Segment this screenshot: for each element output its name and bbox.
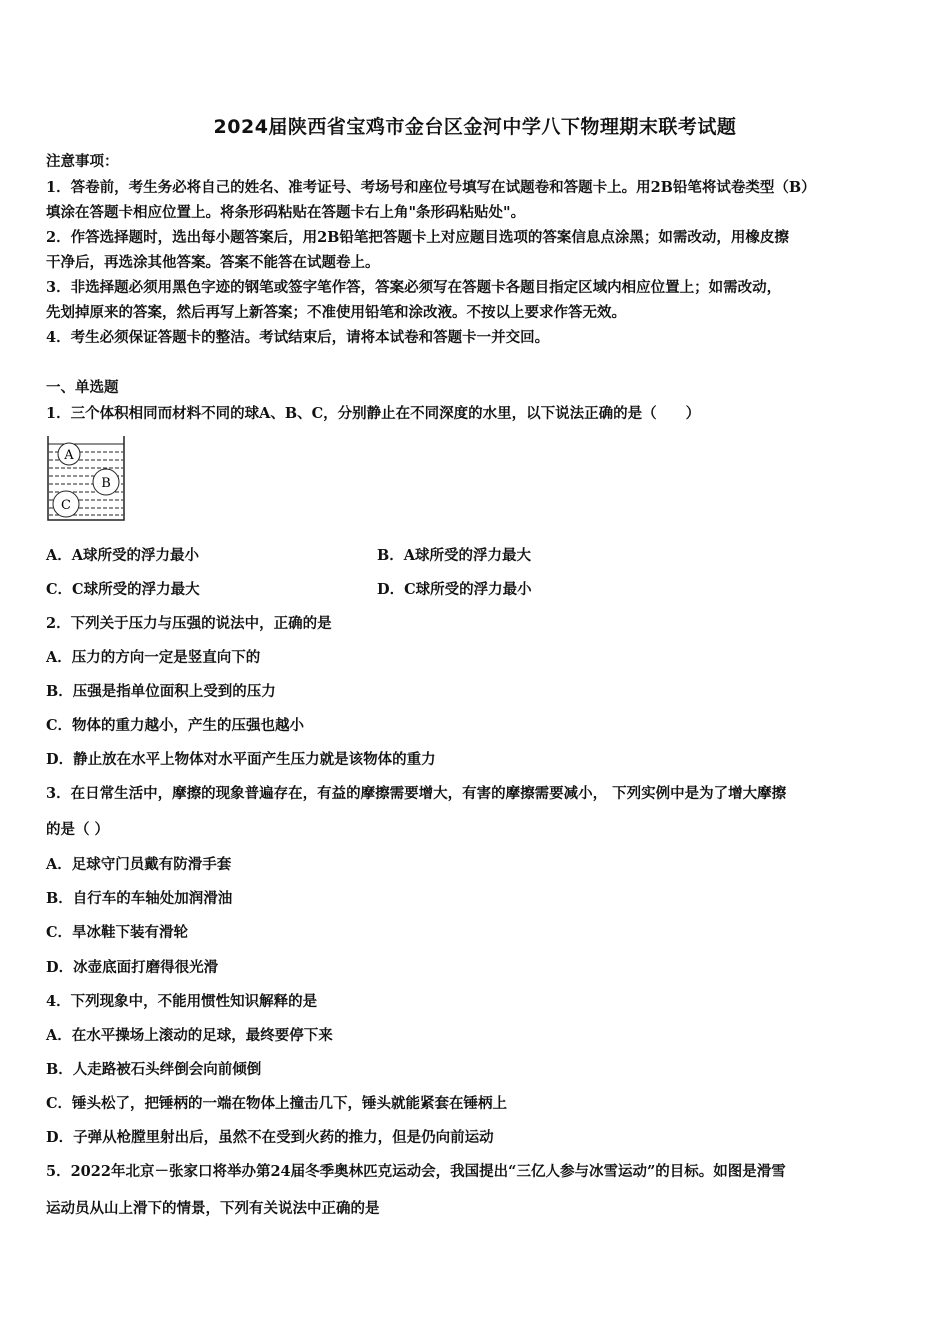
question-3-stem-cont: 的是（ ） [46, 821, 110, 838]
q4-option-b: B．人走路被石头绊倒会向前倾倒 [46, 1061, 262, 1078]
ball-label: B [101, 476, 111, 491]
q2-option-a: A．压力的方向一定是竖直向下的 [46, 649, 261, 666]
q1-option-a: A．A球所受的浮力最小 [46, 547, 199, 564]
q3-option-d: D．冰壶底面打磨得很光滑 [46, 959, 219, 976]
ball-label: A [64, 448, 74, 463]
q4-option-a: A．在水平操场上滚动的足球，最终要停下来 [46, 1027, 333, 1044]
q2-option-d: D．静止放在水平上物体对水平面产生压力就是该物体的重力 [46, 751, 436, 768]
q3-option-b: B．自行车的车轴处加润滑油 [46, 890, 233, 907]
section-heading: 一、单选题 [46, 379, 119, 396]
q4-option-d: D．子弹从枪膛里射出后，虽然不在受到火药的推力，但是仍向前运动 [46, 1129, 494, 1146]
q3-option-a: A．足球守门员戴有防滑手套 [46, 856, 232, 873]
notice-line: 干净后，再选涂其他答案。答案不能答在试题卷上。 [46, 254, 380, 271]
notice-line: 4．考生必须保证答题卡的整洁。考试结束后，请将本试卷和答题卡一并交回。 [46, 329, 550, 346]
question-4-stem: 4．下列现象中，不能用惯性知识解释的是 [46, 993, 318, 1010]
ball-c [53, 491, 79, 517]
question-2-stem: 2．下列关于压力与压强的说法中，正确的是 [46, 615, 332, 632]
notice-line: 1．答卷前，考生务必将自己的姓名、准考证号、考场号和座位号填写在试题卷和答题卡上。用2B铅笔将试卷类型（B） [46, 179, 816, 196]
q3-option-c: C．旱冰鞋下装有滑轮 [46, 924, 189, 941]
notice-line: 3．非选择题必须用黑色字迹的钢笔或签字笔作答，答案必须写在答题卡各题目指定区域内相应位置上；如需改动， [46, 279, 782, 296]
question-3-stem: 3．在日常生活中，摩擦的现象普遍存在，有益的摩擦需要增大，有害的摩擦需要减小， 下列实例中是为了增大摩擦 [46, 785, 787, 802]
ball-a [58, 443, 80, 465]
notice-line: 先划掉原来的答案，然后再写上新答案；不准使用铅笔和涂改液。不按以上要求作答无效。 [46, 304, 626, 321]
q1-option-d: D．C球所受的浮力最小 [377, 581, 532, 598]
q2-option-c: C．物体的重力越小，产生的压强也越小 [46, 717, 305, 734]
notice-line: 填涂在答题卡相应位置上。将条形码粘贴在答题卡右上角"条形码粘贴处"。 [46, 204, 526, 221]
question-5-stem: 5．2022年北京－张家口将举办第24届冬季奥林匹克运动会，我国提出“三亿人参与冰雪运动”的目标。如图是滑雪 [46, 1163, 786, 1180]
question-5-stem-cont: 运动员从山上滑下的情景，下列有关说法中正确的是 [46, 1200, 380, 1217]
q2-option-b: B．压强是指单位面积上受到的压力 [46, 683, 276, 700]
notice-heading: 注意事项： [46, 153, 119, 170]
exam-title: 2024届陕西省宝鸡市金台区金河中学八下物理期末联考试题 [213, 116, 737, 138]
question-1-stem: 1．三个体积相同而材料不同的球A、B、C，分别静止在不同深度的水里，以下说法正确的是（ ） [46, 405, 701, 422]
notice-line: 2．作答选择题时，选出每小题答案后，用2B铅笔把答题卡上对应题目选项的答案信息点涂黑；如需改动，用橡皮擦 [46, 229, 789, 246]
water-tank-figure [46, 434, 128, 524]
q1-option-b: B．A球所受的浮力最大 [377, 547, 532, 564]
q1-option-c: C．C球所受的浮力最大 [46, 581, 200, 598]
q4-option-c: C．锤头松了，把锤柄的一端在物体上撞击几下，锤头就能紧套在锤柄上 [46, 1095, 508, 1112]
ball-label: C [61, 498, 71, 513]
ball-b [93, 469, 119, 495]
